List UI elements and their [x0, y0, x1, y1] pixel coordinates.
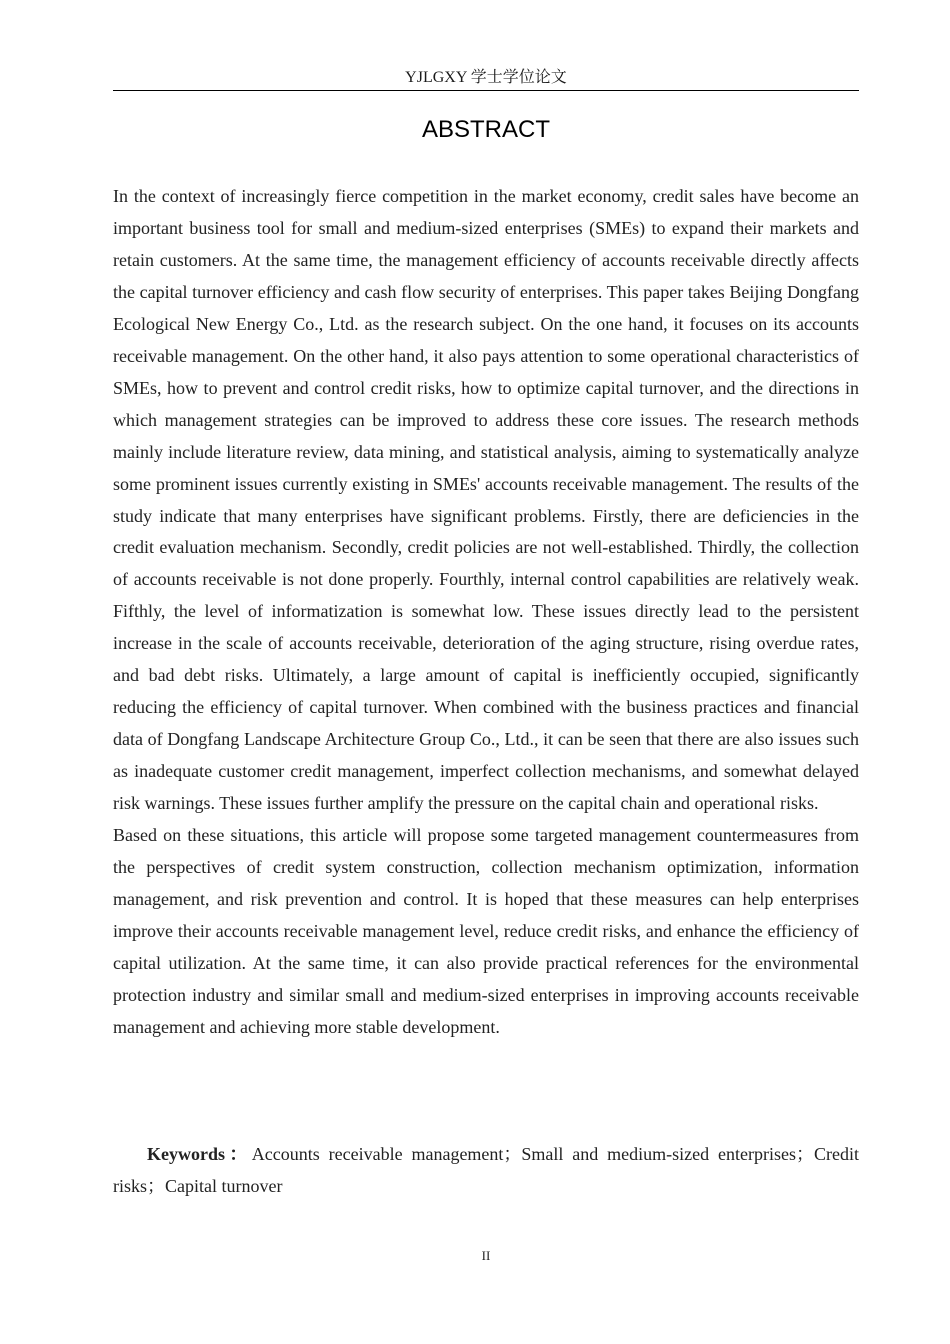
- header-rule: [113, 90, 859, 91]
- abstract-paragraph-1: In the context of increasingly fierce competition in the market economy, credit sales have become an important business tool for small and medium-sized enterprises (SMEs) to expand their markets and retain customers. At the same time, the management efficiency of accounts receivable directly affects the capital turnover efficiency and cash flow security of enterprises. This paper takes Beijing Dongfang Ecological New Energy Co., Ltd. as the research subject. On the one hand, it focuses on its accounts receivable management. On the other hand, it also pays attention to some operational characteristics of SMEs, how to prevent and control credit risks, how to optimize capital turnover, and the directions in which management strategies can be improved to address these core issues. The research methods mainly include literature review, data mining, and statistical analysis, aiming to systematically analyze some prominent issues currently existing in SMEs' accounts receivable management. The results of the study indicate that many enterprises have significant problems. Firstly, there are deficiencies in the credit evaluation mechanism. Secondly, credit policies are not well-established. Thirdly, the collection of accounts receivable is not done properly. Fourthly, internal control capabilities are relatively weak. Fifthly, the level of informatization is somewhat low. These issues directly lead to the persistent increase in the scale of accounts receivable, deterioration of the aging structure, rising overdue rates, and bad debt risks. Ultimately, a large amount of capital is inefficiently occupied, significantly reducing the efficiency of capital turnover. When combined with the business practices and financial data of Dongfang Landscape Architecture Group Co., Ltd., it can be seen that there are also issues such as inadequate customer credit management, imperfect collection mechanisms, and somewhat delayed risk warnings. These issues further amplify the pressure on the capital chain and operational risks.: [113, 186, 859, 814]
- abstract-body: [113, 181, 859, 1044]
- keywords-text: Accounts receivable management；Small and medium-sized enterprises；Credit risks；Capital turnover: [113, 1144, 859, 1196]
- keywords-label: Keywords：: [147, 1144, 252, 1164]
- running-header: YJLGXY 学士学位论文: [405, 69, 567, 86]
- keywords-line: [113, 1138, 859, 1202]
- abstract-title: ABSTRACT: [421, 116, 550, 143]
- page-number: II: [481, 1248, 491, 1263]
- abstract-paragraph-2: Based on these situations, this article will propose some targeted management countermeasures from the perspectives of credit system construction, collection mechanism optimization, information management, and risk prevention and control. It is hoped that these measures can help enterprises improve their accounts receivable management level, reduce credit risks, and enhance the efficiency of capital utilization. At the same time, it can also provide practical references for the environmental protection industry and similar small and medium-sized enterprises in improving accounts receivable management and achieving more stable development.: [113, 825, 859, 1037]
